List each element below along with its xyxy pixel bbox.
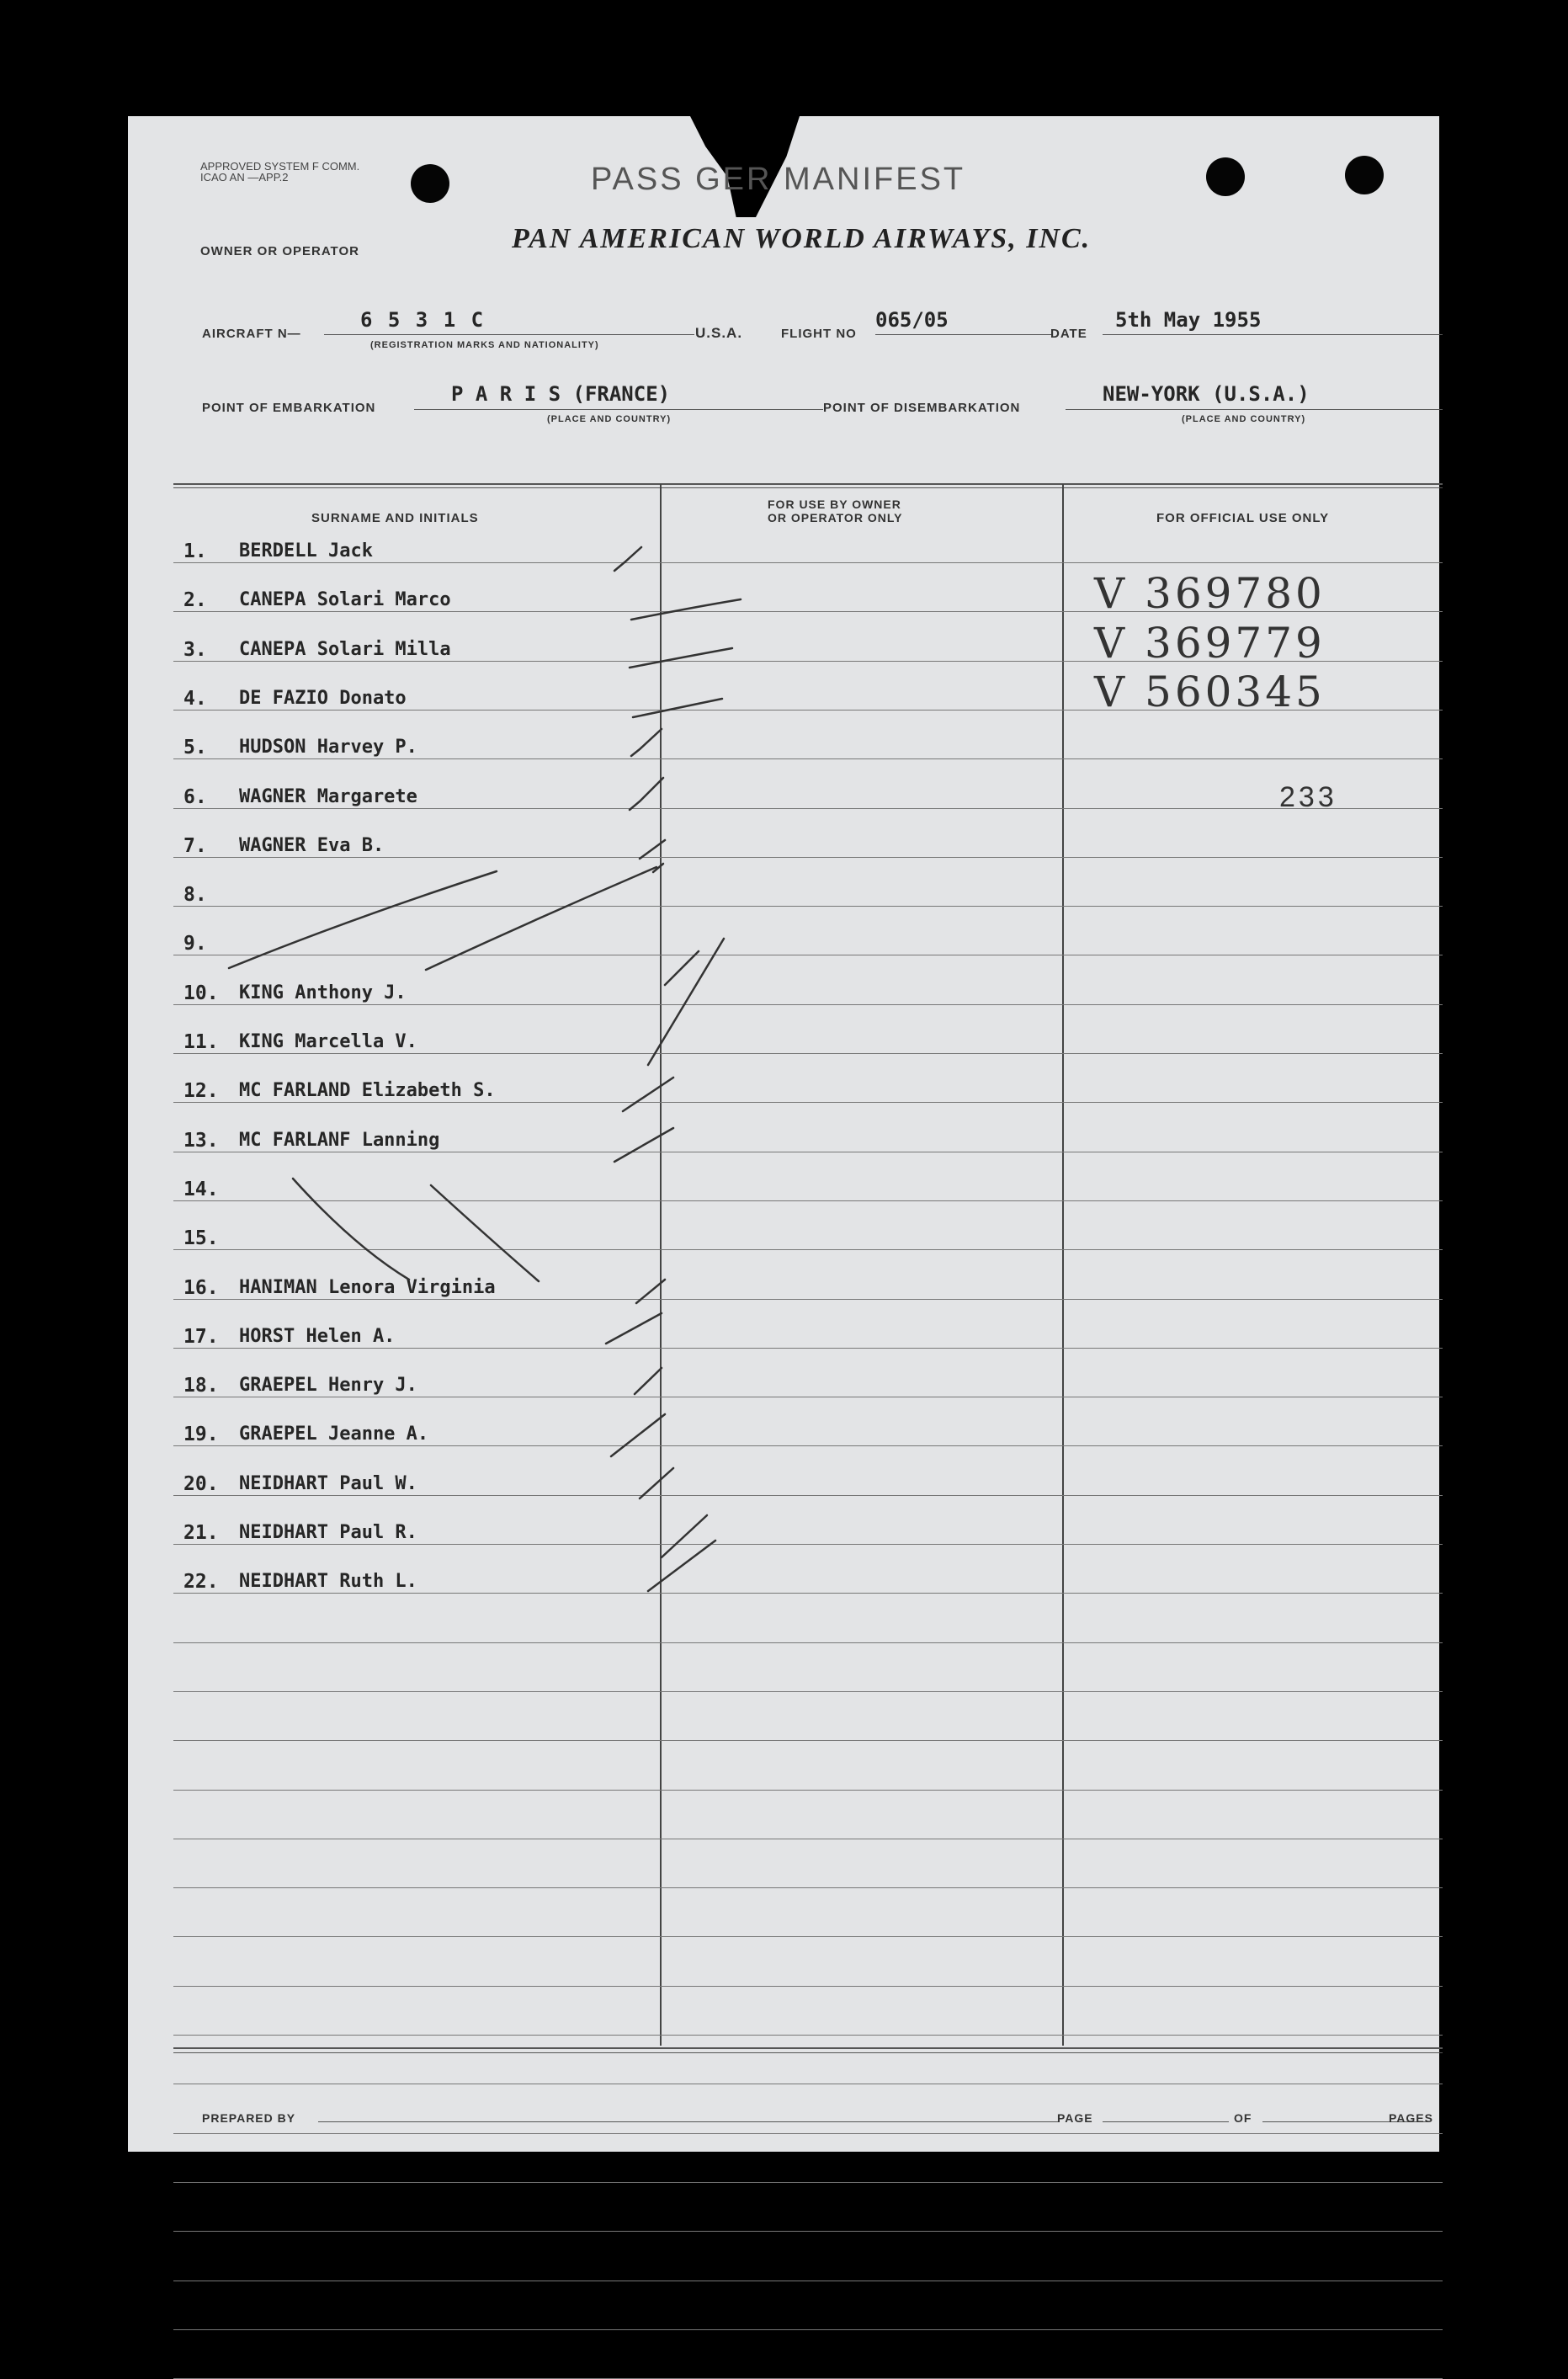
passenger-name: CANEPA Solari Marco bbox=[239, 589, 451, 610]
official-entry: 233 bbox=[1279, 781, 1337, 813]
passenger-name: BERDELL Jack bbox=[239, 540, 373, 561]
col-surname-header: SURNAME AND INITIALS bbox=[311, 511, 479, 525]
passenger-name: MC FARLAND Elizabeth S. bbox=[239, 1080, 496, 1101]
passenger-number: 12. bbox=[183, 1080, 219, 1102]
strike-line bbox=[431, 1185, 539, 1281]
passenger-number: 13. bbox=[183, 1130, 219, 1152]
check-mark bbox=[636, 1280, 665, 1303]
table-row-rule bbox=[173, 2231, 1443, 2232]
prepared-by-label: PREPARED BY bbox=[202, 2111, 296, 2125]
passenger-name: HUDSON Harvey P. bbox=[239, 737, 417, 758]
passenger-name: HORST Helen A. bbox=[239, 1326, 396, 1347]
passenger-number: 16. bbox=[183, 1277, 219, 1299]
official-entry: V 369780 bbox=[1094, 569, 1326, 618]
passenger-number: 3. bbox=[183, 639, 207, 661]
passenger-name: GRAEPEL Jeanne A. bbox=[239, 1424, 429, 1445]
check-mark bbox=[614, 1128, 673, 1162]
embarkation-value: P A R I S (FRANCE) bbox=[451, 382, 671, 406]
pages-label: PAGES bbox=[1389, 2111, 1433, 2125]
passenger-number: 10. bbox=[183, 982, 219, 1004]
check-mark bbox=[623, 1078, 673, 1111]
passenger-number: 9. bbox=[183, 933, 207, 955]
disembarkation-sub: (PLACE AND COUNTRY) bbox=[1182, 414, 1306, 424]
passenger-name: KING Anthony J. bbox=[239, 982, 407, 1003]
passenger-number: 5. bbox=[183, 737, 207, 758]
check-mark bbox=[614, 547, 641, 571]
embarkation-sub: (PLACE AND COUNTRY) bbox=[547, 414, 672, 424]
passenger-number: 2. bbox=[183, 589, 207, 611]
flight-label: FLIGHT NO bbox=[781, 327, 857, 341]
check-mark bbox=[648, 939, 724, 1065]
check-mark bbox=[631, 729, 662, 756]
check-mark bbox=[611, 1414, 665, 1456]
passenger-number: 15. bbox=[183, 1227, 219, 1249]
check-mark bbox=[630, 778, 663, 810]
passenger-name: NEIDHART Ruth L. bbox=[239, 1571, 417, 1592]
passenger-name: WAGNER Margarete bbox=[239, 786, 417, 807]
passenger-name: NEIDHART Paul R. bbox=[239, 1522, 417, 1543]
passenger-number: 7. bbox=[183, 835, 207, 857]
owner-label: OWNER OR OPERATOR bbox=[200, 244, 359, 258]
of-label: OF bbox=[1234, 2111, 1252, 2125]
aircraft-label: AIRCRAFT N— bbox=[202, 327, 301, 341]
passenger-name: KING Marcella V. bbox=[239, 1031, 417, 1052]
flight-value: 065/05 bbox=[875, 308, 949, 332]
passenger-number: 1. bbox=[183, 540, 207, 562]
official-entry: V 560345 bbox=[1094, 668, 1326, 716]
passenger-number: 18. bbox=[183, 1375, 219, 1397]
passenger-name: NEIDHART Paul W. bbox=[239, 1473, 417, 1494]
passenger-number: 11. bbox=[183, 1031, 219, 1053]
check-mark bbox=[665, 951, 699, 985]
col-owner-header-1: FOR USE BY OWNER bbox=[768, 498, 901, 511]
disembarkation-value: NEW-YORK (U.S.A.) bbox=[1103, 382, 1310, 406]
aircraft-value: 6 5 3 1 C bbox=[360, 308, 486, 332]
page-label: PAGE bbox=[1057, 2111, 1093, 2125]
passenger-number: 4. bbox=[183, 688, 207, 710]
disembarkation-label: POINT OF DISEMBARKATION bbox=[823, 401, 1021, 415]
passenger-number: 14. bbox=[183, 1179, 219, 1200]
passenger-number: 20. bbox=[183, 1473, 219, 1495]
passenger-number: 21. bbox=[183, 1522, 219, 1544]
col-official-header: FOR OFFICIAL USE ONLY bbox=[1156, 511, 1330, 525]
table-row-rule bbox=[173, 2329, 1443, 2330]
passenger-name: HANIMAN Lenora Virginia bbox=[239, 1277, 496, 1298]
passenger-name: CANEPA Solari Milla bbox=[239, 639, 451, 660]
passenger-name: MC FARLANF Lanning bbox=[239, 1130, 440, 1151]
date-label: DATE bbox=[1050, 327, 1087, 341]
check-mark bbox=[648, 1541, 715, 1591]
passenger-name: WAGNER Eva B. bbox=[239, 835, 385, 856]
approved-stamp: APPROVED SYSTEM F COMM. ICAO AN —APP.2 bbox=[200, 160, 360, 184]
airline-name: PAN AMERICAN WORLD AIRWAYS, INC. bbox=[512, 223, 1092, 254]
passenger-number: 8. bbox=[183, 884, 207, 906]
passenger-number: 19. bbox=[183, 1424, 219, 1445]
passenger-number: 22. bbox=[183, 1571, 219, 1593]
strike-line bbox=[229, 871, 497, 968]
usa-label: U.S.A. bbox=[695, 325, 743, 341]
check-mark bbox=[635, 1368, 662, 1394]
check-mark bbox=[633, 699, 722, 717]
aircraft-sub: (REGISTRATION MARKS AND NATIONALITY) bbox=[370, 340, 599, 350]
passenger-number: 17. bbox=[183, 1326, 219, 1348]
passenger-name: GRAEPEL Henry J. bbox=[239, 1375, 417, 1396]
form-title: PASS GER MANIFEST bbox=[591, 162, 966, 197]
check-mark bbox=[630, 648, 732, 668]
strike-line bbox=[293, 1179, 409, 1280]
passenger-number: 6. bbox=[183, 786, 207, 808]
check-mark bbox=[631, 599, 741, 620]
check-mark bbox=[606, 1313, 662, 1344]
date-value: 5th May 1955 bbox=[1115, 308, 1262, 332]
check-mark bbox=[640, 840, 665, 859]
embarkation-label: POINT OF EMBARKATION bbox=[202, 401, 376, 415]
check-mark bbox=[640, 1468, 673, 1498]
official-entry: V 369779 bbox=[1094, 619, 1326, 668]
col-owner-header-2: OR OPERATOR ONLY bbox=[768, 511, 903, 524]
passenger-name: DE FAZIO Donato bbox=[239, 688, 407, 709]
